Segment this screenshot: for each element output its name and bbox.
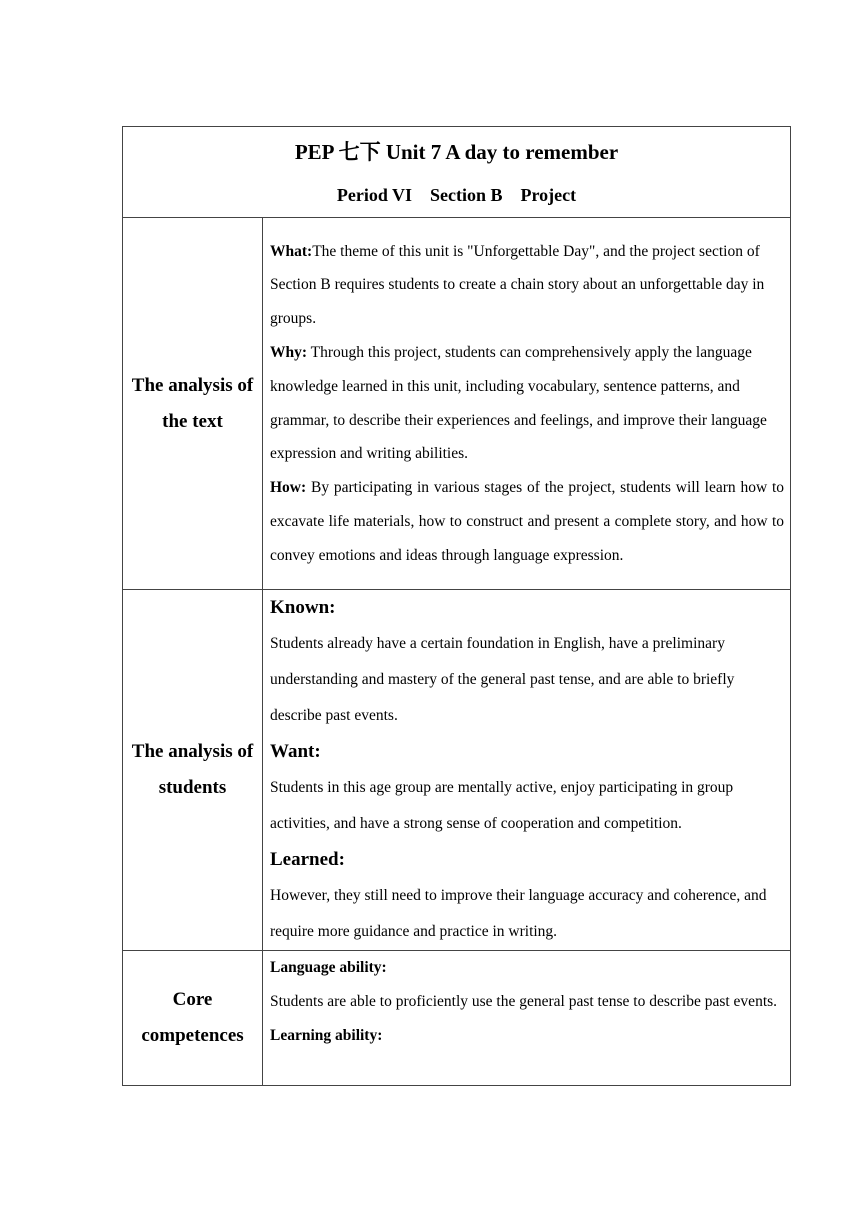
language-ability-label: Language ability:	[270, 959, 387, 976]
learning-ability-heading	[270, 1019, 784, 1053]
known-heading: Known:	[270, 597, 336, 618]
language-ability-heading	[270, 951, 784, 985]
how-paragraph	[270, 471, 784, 572]
title-row	[123, 127, 791, 218]
text-analysis-content	[263, 218, 791, 590]
core-competences-row	[123, 951, 791, 1086]
how-text: By participating in various stages of the project, students will learn how to excavate life materials, how to construct and present a complete story, and how to convey emotions and ideas through language expression.	[270, 479, 784, 564]
want-text: Students in this age group are mentally active, enjoy participating in group activities, and have a strong sense of cooperation and competition.	[270, 779, 734, 832]
lesson-title: PEP 七下 Unit 7 A day to remember	[294, 140, 619, 164]
student-analysis-label: The analysis of students	[123, 590, 263, 951]
learning-ability-label: Learning ability:	[270, 1026, 383, 1044]
lesson-subtitle: Period VI Section B Project	[336, 185, 577, 205]
why-label: Why:	[270, 343, 308, 361]
title-cell	[123, 127, 791, 218]
known-text: Students already have a certain foundation in English, have a preliminary understanding and mastery of the general past tense, and are able to briefly describe past events.	[270, 635, 735, 724]
why-text: Through this project, students can comprehensively apply the language knowledge learned in this unit, including vocabulary, sentence patterns, and grammar, to describe their experiences and feelings, and improve their language expression and writing abilities.	[270, 343, 767, 463]
core-competences-label: Core competences	[123, 951, 263, 1086]
want-heading: Want:	[270, 741, 321, 762]
what-paragraph	[270, 235, 784, 336]
learned-text: However, they still need to improve their language accuracy and coherence, and require more guidance and practice in writing.	[270, 887, 767, 940]
text-analysis-label: The analysis of the text	[123, 218, 263, 590]
what-label: What:	[270, 242, 313, 260]
core-competences-content	[263, 951, 791, 1086]
language-ability-text: Students are able to proficiently use the general past tense to describe past events.	[270, 992, 778, 1010]
what-text: The theme of this unit is "Unforgettable Day", and the project section of Section B requires students to create a chain story about an unforgettable day in groups.	[270, 242, 765, 328]
student-analysis-row	[123, 590, 791, 951]
how-label: How:	[270, 479, 307, 497]
learned-heading: Learned:	[270, 849, 345, 870]
text-analysis-row	[123, 218, 791, 590]
student-analysis-content	[263, 590, 791, 951]
lesson-plan-table	[122, 126, 791, 1086]
why-paragraph	[270, 336, 784, 471]
